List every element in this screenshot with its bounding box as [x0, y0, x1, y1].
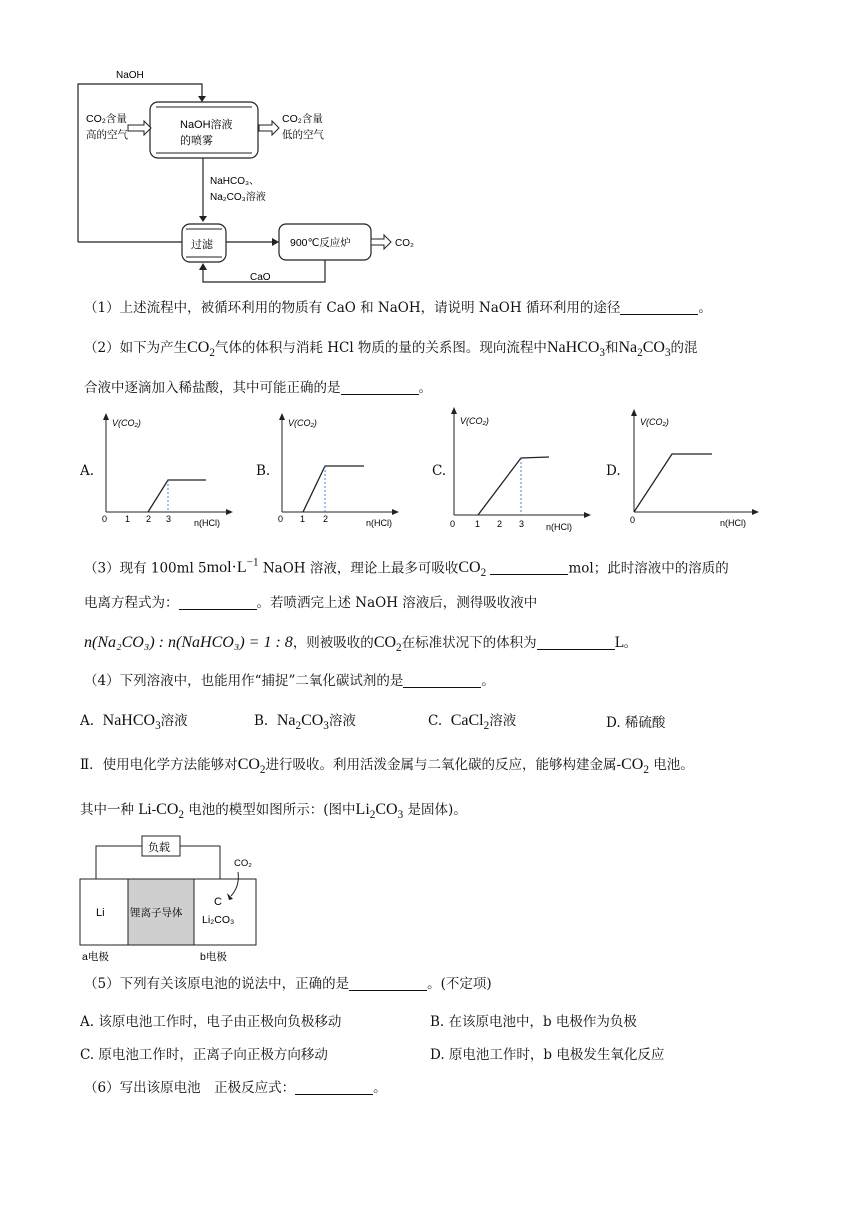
input-air-arrow: [128, 121, 151, 135]
b-electrode-box: [194, 879, 256, 945]
output-air-arrow: [259, 121, 279, 135]
part-2-line-2: 其中一种 $Li-CO_2$ 电池的模型如图所示：(图中$Li_2CO_3$ 是固体)。: [80, 801, 467, 822]
graph-b-label[interactable]: B.: [256, 463, 271, 479]
graph-b-curve: [303, 466, 364, 512]
graph-a-ylabel: V(CO₂): [112, 418, 141, 428]
formula-nahco3: NaHCO$_3$: [546, 339, 605, 360]
ratio-expression: n(Na₂CO₃) : n(NaHCO₃) = 1 : 8: [84, 634, 293, 651]
graph-d-label[interactable]: D.: [606, 463, 621, 479]
graph-c-ylabel: V(CO₂): [460, 416, 489, 426]
question-2-line-1: （2）如下为产生$CO_2$气体的体积与消耗 HCl 物质的量的关系图。现向流程中NaHCO$_3$和$Na_2CO_3$的混: [84, 339, 698, 360]
q5-option-d[interactable]: D. 原电池工作时，b 电极发生氧化反应: [430, 1047, 665, 1063]
graph-c: [448, 406, 598, 536]
question-1-text: （1）上述流程中，被循环利用的物质有 CaO 和 NaOH，请说明 NaOH 循环利用的途径: [84, 300, 621, 316]
question-1: （1）上述流程中，被循环利用的物质有 CaO 和 NaOH，请说明 NaOH 循环利用的途径 。: [84, 300, 712, 316]
process-flow-diagram: [70, 62, 430, 292]
co2-out-arrow: [371, 235, 391, 249]
formula-co2: $CO_2$: [187, 339, 215, 360]
graph-a-tick-3: 3: [166, 514, 172, 524]
battery-co2-label: CO₂: [234, 858, 252, 869]
graph-c-label[interactable]: C.: [432, 463, 447, 479]
q4-option-d[interactable]: D. 稀硫酸: [606, 715, 666, 731]
graph-a-tick-2: 2: [146, 514, 152, 524]
spray-label-1: NaOH溶液: [180, 119, 233, 131]
flow-naoh-label: NaOH: [116, 70, 144, 81]
formula-co2-q3: $CO_2$: [458, 559, 487, 580]
furnace-label: 900℃反应炉: [290, 237, 351, 249]
question-3-line-2: 电离方程式为： 。若喷洒完上述 NaOH 溶液后，测得吸收液中: [84, 595, 538, 611]
answer-blank-q3-volume[interactable]: [537, 635, 615, 650]
graph-b-ylabel: V(CO₂): [288, 418, 317, 428]
answer-blank-q4[interactable]: [403, 673, 481, 688]
a-electrode-label: a电极: [82, 951, 109, 963]
graph-d-xlabel: n(HCl): [720, 518, 746, 528]
graph-c-tick-0: 0: [450, 519, 456, 529]
graph-c-tick-2: 2: [497, 519, 503, 529]
question-3-line-3: n(Na₂CO₃) : n(NaHCO₃) = 1 : 8，则被吸收的$CO_2$在标准状况下的体积为 L。: [84, 634, 638, 655]
question-4: （4）下列溶液中，也能用作“捕捉”二氧化碳试剂的是 。: [84, 673, 495, 689]
graph-d-curve: [634, 454, 712, 512]
c-label: C: [214, 896, 222, 908]
question-2-line-2: 合液中逐滴加入稀盐酸，其中可能正确的是 。: [84, 380, 432, 396]
q5-option-c[interactable]: C. 原电池工作时，正离子向正极方向移动: [80, 1047, 328, 1063]
spray-label-2: 的喷雾: [180, 135, 213, 147]
formula-na2co3: $Na_2CO_3$: [618, 339, 671, 360]
solution-label-2: Na₂CO₃溶液: [210, 192, 266, 203]
filter-label: 过滤: [191, 239, 213, 251]
input-air-label-2: 高的空气: [86, 129, 128, 141]
graph-c-xlabel: n(HCl): [546, 522, 572, 532]
answer-blank-q2[interactable]: [341, 380, 419, 395]
load-label: 负载: [148, 842, 170, 854]
q5-option-a[interactable]: A. 该原电池工作时，电子由正极向负极移动: [80, 1014, 342, 1030]
answer-blank-q5[interactable]: [349, 976, 427, 991]
li2co3-label: Li₂CO₃: [202, 914, 235, 926]
graph-c-tick-3: 3: [519, 519, 525, 529]
question-6: （6）写出该原电池 正极反应式： 。: [84, 1080, 387, 1096]
graph-a-tick-0: 0: [102, 514, 108, 524]
q5-option-b[interactable]: B. 在该原电池中，b 电极作为负极: [430, 1014, 637, 1030]
solution-label-1: NaHCO₃、: [210, 176, 260, 187]
li-label: Li: [96, 907, 105, 919]
graph-d: [624, 408, 764, 536]
graph-a-tick-1: 1: [125, 514, 131, 524]
output-air-label-2: 低的空气: [282, 129, 324, 141]
graph-d-tick-0: 0: [630, 515, 636, 525]
output-air-label-1: CO₂含量: [282, 113, 323, 125]
graph-b: [272, 410, 412, 535]
co2-out-label: CO₂: [395, 238, 414, 249]
question-5: （5）下列有关该原电池的说法中，正确的是 。(不定项): [84, 976, 492, 992]
input-air-label-1: CO₂含量: [86, 113, 127, 125]
arrow-head: [198, 96, 206, 102]
b-electrode-label: b电极: [200, 951, 227, 963]
unit-mol-per-l: $mol\cdot L^{-1}$: [206, 557, 259, 577]
graph-b-xlabel: n(HCl): [366, 518, 392, 528]
graph-a: [96, 410, 236, 535]
part-2-line-1: Ⅱ．使用电化学方法能够对$CO_2$进行吸收。利用活泼金属与二氧化碳的反应，能够构建金属$-CO_2$ 电池。: [80, 756, 694, 777]
graph-b-tick-2: 2: [323, 514, 329, 524]
answer-blank-q6[interactable]: [295, 1080, 373, 1095]
graph-b-tick-0: 0: [278, 514, 284, 524]
graph-a-xlabel: n(HCl): [194, 518, 220, 528]
graph-a-label[interactable]: A.: [80, 463, 95, 479]
battery-diagram: [76, 832, 276, 968]
answer-blank-q3-mol[interactable]: [490, 560, 568, 575]
q4-option-c[interactable]: C. CaCl$_2$溶液: [428, 712, 517, 733]
question-3-line-1: （3）现有 100ml $5mol\cdot L^{-1}$ NaOH 溶液，理论上最多可吸收$CO_2$ mol；此时溶液中的溶质的: [84, 557, 729, 580]
answer-blank-q3-equation[interactable]: [179, 595, 257, 610]
q4-option-b[interactable]: B. $Na_2CO_3$溶液: [254, 712, 356, 733]
answer-blank-q1[interactable]: [620, 300, 698, 315]
graph-c-curve: [478, 457, 549, 515]
q4-option-a[interactable]: A. NaHCO$_3$溶液: [80, 712, 188, 733]
conductor-label: 锂离子导体: [130, 907, 183, 919]
cao-label: CaO: [250, 272, 271, 283]
graph-b-tick-1: 1: [300, 514, 306, 524]
graph-a-curve: [148, 480, 206, 512]
graph-c-tick-1: 1: [475, 519, 481, 529]
formula-co2-q3b: $CO_2$: [373, 634, 402, 655]
graph-d-ylabel: V(CO₂): [640, 417, 669, 427]
